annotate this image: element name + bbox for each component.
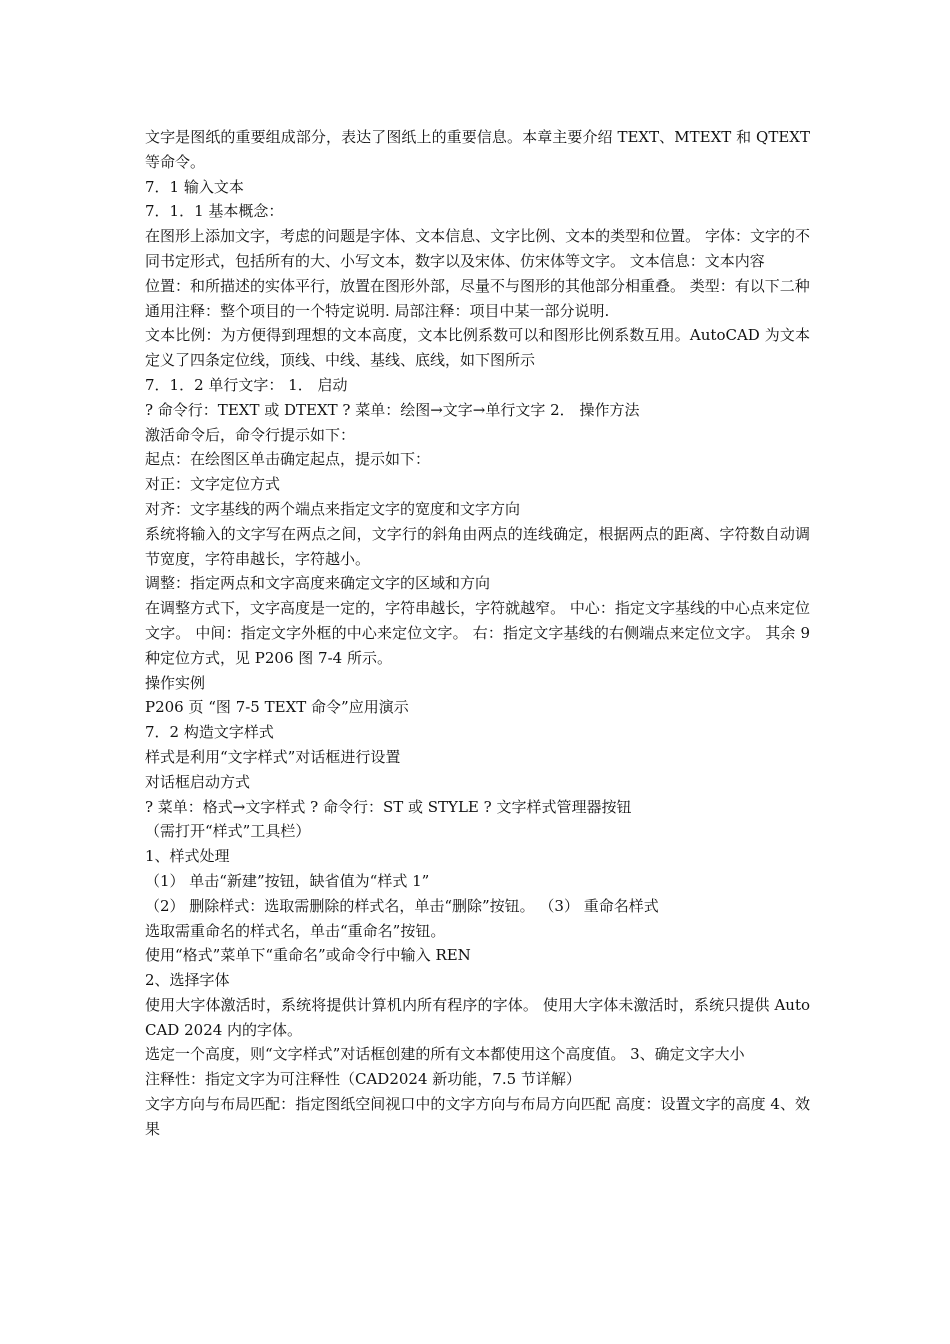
- example-heading: 操作实例: [145, 673, 206, 692]
- section-heading-7-1: 7．1 输入文本: [145, 177, 244, 196]
- annotation-paragraph: 通用注释：整个项目的一个特定说明. 局部注释：项目中某一部分说明.: [145, 301, 610, 320]
- big-font-paragraph: 使用大字体激活时，系统将提供计算机内所有程序的字体。 使用大字体未激活时，系统只提供 AutoCAD 2024 内的字体。: [145, 995, 810, 1039]
- system-writes-paragraph: 系统将输入的文字写在两点之间，文字行的斜角由两点的连线确定，根据两点的距离、字符数自动调节宽度，字符串越长，字符越小。: [145, 524, 810, 568]
- text-scale-paragraph: 文本比例：为方便得到理想的文本高度，文本比例系数可以和图形比例系数互用。AutoCAD 为文本定义了四条定位线，顶线、中线、基线、底线，如下图所示: [145, 326, 810, 370]
- start-point-paragraph: 起点：在绘图区单击确定起点，提示如下：: [145, 450, 431, 469]
- fit-mode-paragraph: 在调整方式下，文字高度是一定的，字符串越长，字符就越窄。 中心：指定文字基线的中心点来定位文字。 中间：指定文字外框的中心来定位文字。 右：指定文字基线的右侧端点来定位文字。 其余 9 种定位方式，见 P206 图 7-4 所示。: [145, 599, 810, 667]
- example-paragraph: P206 页 “图 7-5 TEXT 命令”应用演示: [145, 698, 409, 717]
- style-handling-heading: 1、样式处理: [145, 847, 230, 866]
- document-body: [145, 125, 810, 1142]
- toolbar-note-paragraph: （需打开“样式”工具栏）: [145, 822, 311, 841]
- orientation-paragraph: 文字方向与布局匹配：指定图纸空间视口中的文字方向与布局方向匹配 高度：设置文字的高度 4、效果: [145, 1095, 810, 1138]
- style-dialog-paragraph: 样式是利用“文字样式”对话框进行设置: [145, 747, 401, 766]
- select-font-heading: 2、选择字体: [145, 971, 230, 990]
- menu-command-paragraph: ? 菜单：格式→文字样式 ? 命令行：ST 或 STYLE ? 文字样式管理器按钮: [145, 797, 632, 816]
- position-type-paragraph: 位置：和所描述的实体平行，放置在图形外部，尽量不与图形的其他部分相重叠。 类型：有以下二种: [145, 276, 810, 295]
- justify-paragraph: 对正：文字定位方式: [145, 475, 281, 494]
- intro-paragraph: 文字是图纸的重要组成部分，表达了图纸上的重要信息。本章主要介绍 TEXT、MTEXT 和 QTEXT 等命令。: [145, 128, 810, 171]
- section-heading-7-2: 7．2 构造文字样式: [145, 723, 274, 742]
- fit-paragraph: 调整：指定两点和文字高度来确定文字的区域和方向: [145, 574, 491, 593]
- rename-select-paragraph: 选取需重命名的样式名，单击“重命名”按钮。: [145, 921, 446, 940]
- new-style-paragraph: （1） 单击“新建”按钮，缺省值为“样式 1”: [145, 871, 430, 890]
- subsection-heading-7-1-2: 7．1．2 单行文字： 1． 启动: [145, 375, 348, 394]
- subsection-heading-7-1-1: 7．1．1 基本概念：: [145, 202, 284, 221]
- annotative-paragraph: 注释性：指定文字为可注释性（CAD2024 新功能，7.5 节详解）: [145, 1070, 581, 1089]
- command-line-paragraph: ? 命令行：TEXT 或 DTEXT ? 菜单：绘图→文字→单行文字 2． 操作方法: [145, 400, 640, 419]
- basic-concepts-paragraph: 在图形上添加文字，考虑的问题是字体、文本信息、文字比例、文本的类型和位置。 字体：文字的不同书定形式，包括所有的大、小写文本，数字以及宋体、仿宋体等文字。 文本信息：文本内容: [145, 227, 810, 270]
- activate-paragraph: 激活命令后，命令行提示如下：: [145, 425, 356, 444]
- rename-menu-paragraph: 使用“格式”菜单下“重命名”或命令行中输入 REN: [145, 946, 471, 965]
- dialog-launch-heading: 对话框启动方式: [145, 772, 251, 791]
- height-paragraph: 选定一个高度，则“文字样式”对话框创建的所有文本都使用这个高度值。 3、确定文字大小: [145, 1045, 745, 1064]
- delete-style-paragraph: （2） 删除样式：选取需删除的样式名，单击“删除”按钮。 （3） 重命名样式: [145, 896, 659, 915]
- align-paragraph: 对齐：文字基线的两个端点来指定文字的宽度和文字方向: [145, 499, 521, 518]
